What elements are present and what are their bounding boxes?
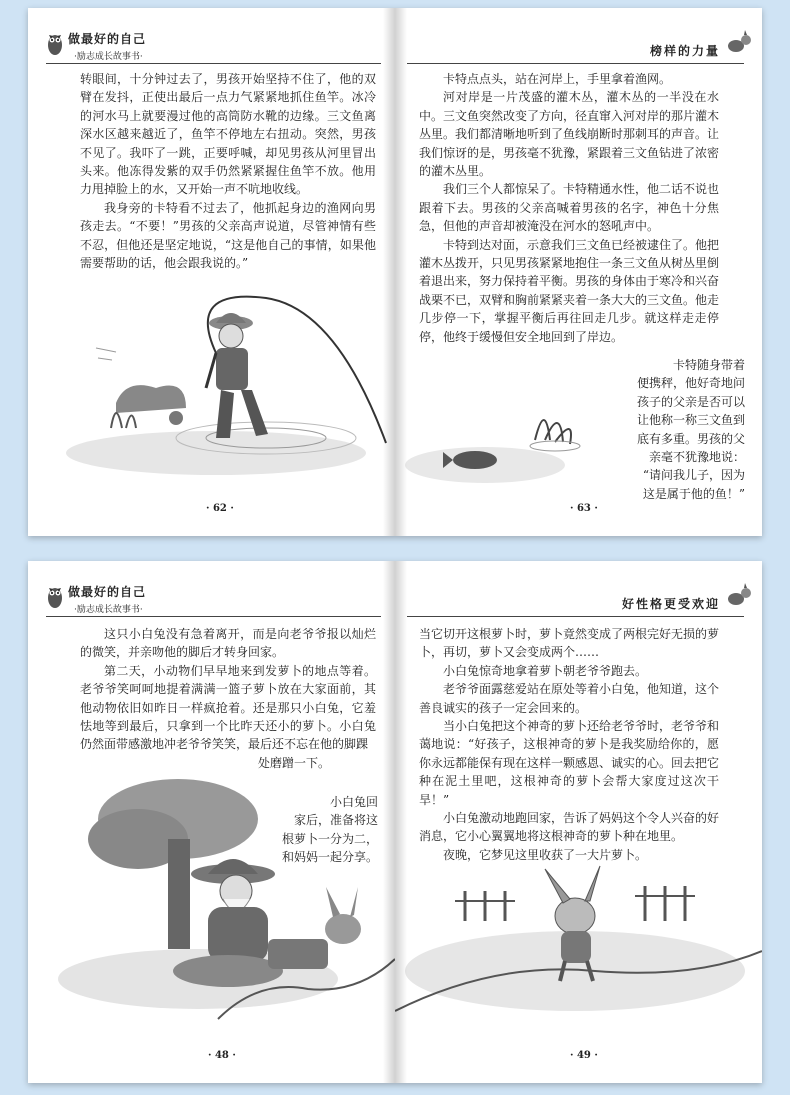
text-line: 亲毫不犹豫地说：	[648, 450, 745, 465]
paragraph: 夜晚，它梦见这里收获了一大片萝卜。	[443, 847, 648, 862]
running-header: 好性格更受欢迎	[621, 597, 720, 611]
header-rule	[407, 63, 744, 64]
page-48	[28, 561, 395, 1083]
running-header: 榜样的力量	[649, 44, 720, 58]
page-62	[28, 8, 395, 536]
paragraph: 当它切开这根萝卜时，萝卜竟然变成了两根完好无损的萝卜，再切，萝卜又会变成两个……	[419, 627, 720, 660]
running-header	[68, 30, 146, 62]
header-rule	[46, 616, 381, 617]
text-line: 底有多重。男孩的父	[636, 431, 745, 446]
page-number: · 49 ·	[570, 1050, 598, 1061]
side-text	[595, 356, 745, 503]
animals-icon	[724, 581, 754, 607]
page-number: · 62 ·	[206, 503, 234, 514]
header-rule	[407, 616, 744, 617]
body-text	[80, 625, 376, 772]
text-line: “请问我儿子，因为	[642, 468, 745, 483]
text-line: 便携秤，他好奇地问	[636, 376, 745, 391]
text-line: 这是属于他的鱼！”	[642, 486, 745, 501]
owl-icon	[46, 30, 64, 56]
text-line: 卡特随身带着	[672, 358, 745, 372]
running-header	[68, 583, 146, 615]
paragraph: 第二天，小动物们早早地来到发萝卜的地点等着。老爷爷笑呵呵地提着满满一篮子萝卜放在大家面前，其他动物依旧如昨日一样疯抢着。还是那只小白兔，它羞怯地等到最后，只拿到一个比昨天还小的萝卜。小白兔仍然面带感激地冲老爷爷笑笑，最后还不忘在他的脚踝	[80, 663, 376, 752]
text-line: 小白兔回	[329, 795, 378, 809]
body-text	[419, 70, 719, 346]
paragraph: 我们三个人都惊呆了。卡特精通水性，他二话不说也跟着下去。男孩的父亲高喊着男孩的名字，神色十分焦急，但他的声音却被淹没在河水的怒吼声中。	[419, 182, 720, 234]
fish-splash-illustration	[395, 380, 595, 500]
paragraph: 卡特到达对面，示意我们三文鱼已经被逮住了。他把灌木丛拨开，只见男孩紧紧地抱住一条三文鱼从树丛里倒着退出来，努力保持着平衡。男孩的身体由于寒冷和兴奋战栗不已，双臂和胸前紧紧夹着一条大大的三文鱼。他走几步停一下，掌握平衡后再往回走几步。就这样走走停停，他终于缓慢但安全地回到了岸边。	[419, 237, 720, 344]
animals-icon	[724, 28, 754, 54]
book-title: 做最好的自己	[68, 32, 147, 46]
paragraph: 转眼间，十分钟过去了，男孩开始坚持不住了，他的双臂在发抖，正使出最后一点力气紧紧地抓住鱼竿。冰冷的河水马上就要漫过他的高筒防水靴的边缘。三文鱼离深水区越来越近了，鱼竿不停地左右扭动。突然，男孩不见了。我吓了一跳，正要呼喊，却见男孩从河里冒出头来。他冻得发紫的双手仍然紧紧握住鱼竿不放。他用力甩掉脸上的水，又开始一声不吭地收线。	[80, 72, 376, 197]
body-text	[80, 70, 376, 272]
paragraph: 老爷爷面露慈爱站在原处等着小白兔，他知道，这个善良诚实的孩子一定会回来的。	[419, 682, 720, 715]
text-line: 和妈妈一起分享。	[281, 850, 378, 865]
page-number: · 48 ·	[208, 1050, 236, 1061]
page-number: · 63 ·	[570, 503, 598, 514]
paragraph: 当小白兔把这个神奇的萝卜还给老爷爷时，老爷爷和蔼地说：“好孩子，这根神奇的萝卜是我奖励给你的，愿你永远都能保有现在这样一颗感恩、诚实的心。回去把它种在泥土里吧，这根神奇的萝卜会帮大家度过这次干旱！”	[419, 719, 720, 807]
body-text	[419, 625, 719, 864]
book-title: 做最好的自己	[68, 585, 147, 599]
rabbit-field-illustration	[395, 861, 762, 1031]
book-subtitle: ·励志成长故事书·	[74, 605, 143, 615]
book-gutter	[383, 8, 407, 536]
book-spread-top	[28, 8, 762, 536]
paragraph: 卡特点点头，站在河岸上，手里拿着渔网。	[443, 72, 672, 86]
header-rule	[46, 63, 381, 64]
owl-icon	[46, 583, 64, 609]
text-line: 处磨蹭一下。	[258, 755, 331, 770]
text-line: 孩子的父亲是否可以	[636, 394, 745, 409]
old-man-rabbits-illustration	[58, 779, 395, 1029]
book-gutter	[383, 561, 407, 1083]
text-line: 根萝卜一分为二，	[281, 831, 378, 846]
page-63	[395, 8, 762, 536]
paragraph: 我身旁的卡特看不过去了，他抓起身边的渔网向男孩走去。“不要！”男孩的父亲高声说道，尽管神情有些不忍，但他还是坚定地说，“这是他自己的事情，如果他需要帮助的话，他会跟我说的。”	[80, 200, 376, 271]
text-line: 家后，准备将这	[293, 813, 378, 828]
book-spread-bottom	[28, 561, 762, 1083]
paragraph: 这只小白兔没有急着离开，而是向老爷爷报以灿烂的微笑，并亲吻他的脚后才转身回家。	[80, 627, 376, 660]
paragraph: 小白兔激动地跑回家，告诉了妈妈这个令人兴奋的好消息，它小心翼翼地将这根神奇的萝卜种在地里。	[419, 811, 720, 844]
text-line: 让他称一称三文鱼到	[636, 413, 745, 428]
fishing-boy-illustration	[56, 278, 395, 500]
paragraph: 河对岸是一片茂盛的灌木丛，灌木丛的一半没在水中。三文鱼突然改变了方向，径直窜入河对岸的那片灌木丛里。我们都清晰地听到了鱼线崩断时那刺耳的声音。让我们惊讶的是，男孩毫不犹豫，紧跟着三文鱼钻进了浓密的灌木丛里。	[419, 90, 720, 179]
paragraph: 小白兔惊奇地拿着萝卜朝老爷爷跑去。	[443, 663, 648, 678]
book-subtitle: ·励志成长故事书·	[74, 52, 143, 62]
page-49	[395, 561, 762, 1083]
